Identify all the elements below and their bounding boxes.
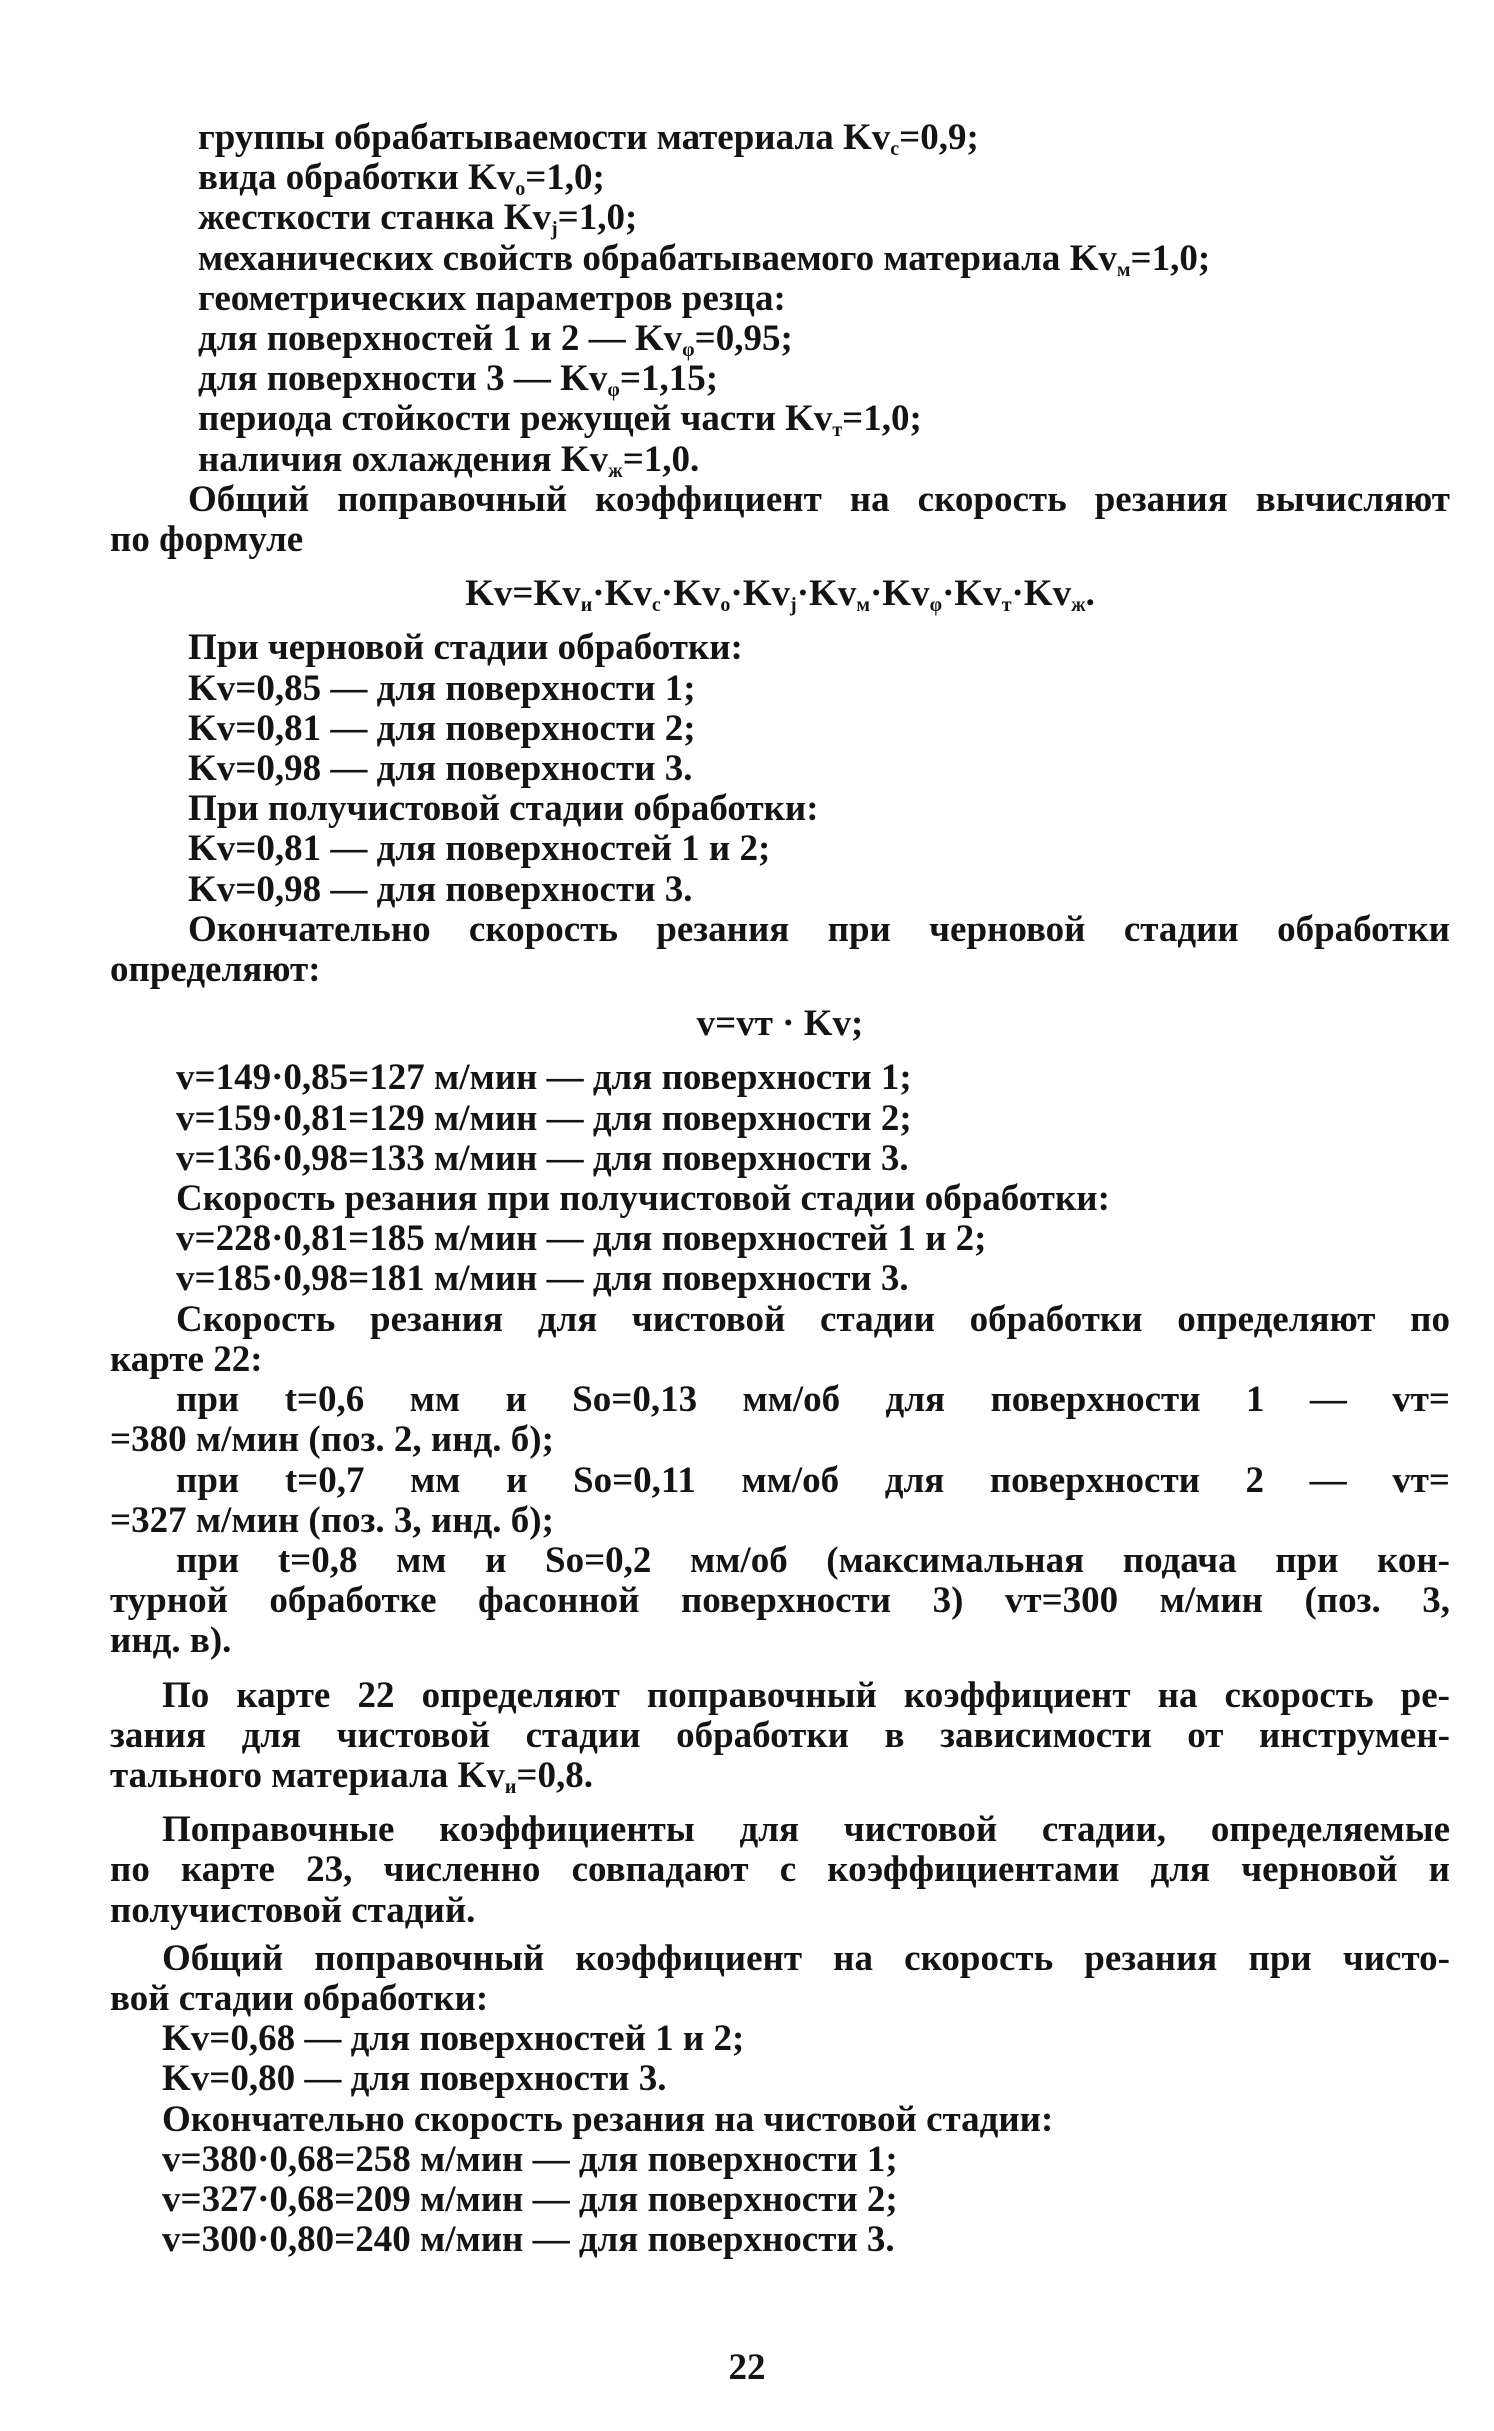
text-line: Общий поправочный коэффициент на скорость резания вычисляют	[188, 478, 1450, 520]
text-line: v=228·0,81=185 м/мин — для поверхностей 1 и 2;	[176, 1218, 987, 1260]
text-line: v=300·0,80=240 м/мин — для поверхности 3.	[162, 2219, 895, 2261]
text-line: при t=0,8 мм и So=0,2 мм/об (максимальная подача при кон-	[176, 1539, 1450, 1581]
text-line: Kv=0,98 — для поверхности 3.	[188, 868, 693, 910]
text-line: получистовой стадий.	[110, 1889, 476, 1931]
text-line: =380 м/мин (поз. 2, инд. б);	[110, 1419, 554, 1461]
text-line: карте 22:	[110, 1338, 263, 1380]
text-line: Kv=0,81 — для поверхностей 1 и 2;	[188, 828, 771, 870]
page-number: 22	[728, 2347, 766, 2388]
text-line: При черновой стадии обработки:	[188, 627, 743, 669]
text-line: для поверхностей 1 и 2 — $Kv_\varphi=0,95$;	[198, 318, 793, 362]
text-line: При получистовой стадии обработки:	[188, 788, 819, 830]
text-line: v=149·0,85=127 м/мин — для поверхности 1;	[176, 1057, 912, 1099]
text-line: Поправочные коэффициенты для чистовой стадии, определяемые	[162, 1809, 1450, 1851]
text-line: Скорость резания при получистовой стадии обработки:	[176, 1178, 1110, 1220]
text-line: Kv=0,81 — для поверхности 2;	[188, 707, 696, 749]
text-line: при t=0,7 мм и So=0,11 мм/об для поверхности 2 — vт=	[176, 1459, 1450, 1501]
text-line: тального материала $Kv_и=0,8$.	[110, 1754, 593, 1798]
page-body	[110, 118, 1450, 2260]
text-line: при t=0,6 мм и So=0,13 мм/об для поверхности 1 — vт=	[176, 1379, 1450, 1421]
text-line: Общий поправочный коэффициент на скорость резания при чисто-	[162, 1937, 1450, 1979]
text-line: для поверхности 3 — $Kv_\varphi=1,15$;	[198, 358, 719, 402]
text-line: по карте 23, численно совпадают с коэффициентами для черновой и	[110, 1849, 1450, 1891]
text-line: определяют:	[110, 949, 321, 991]
text-line: наличия охлаждения $Kv_ж=1,0$.	[198, 438, 700, 482]
text-line: =327 м/мин (поз. 3, инд. б);	[110, 1499, 554, 1541]
text-line: механических свойств обрабатываемого материала $Kv_м=1,0$;	[198, 237, 1211, 281]
formula-kv: $Kv=Kv_и\cdot Kv_c\cdot Kv_o\cdot Kv_j\cdot Kv_м\cdot Kv_\varphi\cdot Kv_т\cdot Kv_ж$.	[465, 573, 1095, 617]
text-line: v=380·0,68=258 м/мин — для поверхности 1;	[162, 2138, 898, 2180]
text-line: группы обрабатываемости материала $Kv_c=0,9$;	[198, 117, 979, 160]
text-line: Окончательно скорость резания при черновой стадии обработки	[188, 908, 1450, 950]
text-line: турной обработке фасонной поверхности 3) vт=300 м/мин (поз. 3,	[110, 1580, 1450, 1622]
text-line: зания для чистовой стадии обработки в зависимости от инструмен-	[110, 1714, 1450, 1756]
text-line: Kv=0,80 — для поверхности 3.	[162, 2058, 667, 2100]
text-line: Kv=0,85 — для поверхности 1;	[188, 667, 696, 709]
text-line: Скорость резания для чистовой стадии обработки определяют по	[176, 1298, 1450, 1340]
text-line: вида обработки $Kv_o=1,0$;	[198, 157, 605, 201]
text-line: Kv=0,68 — для поверхностей 1 и 2;	[162, 2018, 745, 2060]
text-line: v=185·0,98=181 м/мин — для поверхности 3.	[176, 1258, 909, 1300]
text-line: периода стойкости режущей части $Kv_т=1,0$;	[198, 398, 922, 442]
text-line: v=136·0,98=133 м/мин — для поверхности 3.	[176, 1137, 909, 1179]
text-line: v=159·0,81=129 м/мин — для поверхности 2;	[176, 1097, 912, 1139]
formula-v: v=vт · Kv;	[696, 1003, 864, 1045]
text-line: Окончательно скорость резания на чистовой стадии:	[162, 2098, 1054, 2140]
text-line: v=327·0,68=209 м/мин — для поверхности 2;	[162, 2178, 898, 2220]
text-line: геометрических параметров резца:	[198, 277, 786, 319]
text-line: жесткости станка $Kv_j=1,0$;	[198, 197, 638, 241]
text-line: вой стадии обработки:	[110, 1977, 489, 2019]
text-line: по формуле	[110, 519, 304, 561]
text-line: По карте 22 определяют поправочный коэффициент на скорость ре-	[162, 1674, 1450, 1716]
text-line: инд. в).	[110, 1620, 232, 1662]
text-line: Kv=0,98 — для поверхности 3.	[188, 748, 693, 790]
